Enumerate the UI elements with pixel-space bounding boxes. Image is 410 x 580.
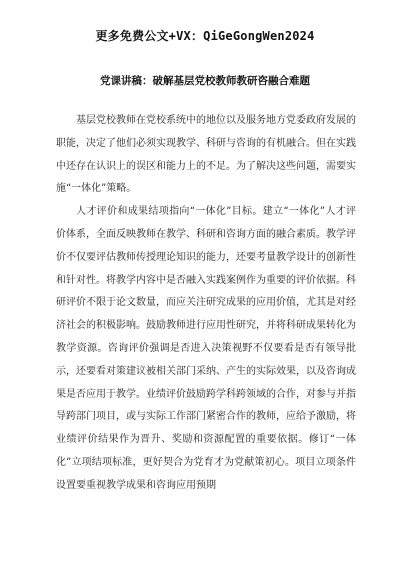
document-title: 党课讲稿：破解基层党校教师教研咨融合难题 [100, 75, 310, 87]
document-body [56, 110, 356, 498]
paragraph-intro: 基层党校教师在党校系统中的地位以及服务地方党委政府发展的职能，决定了他们必须实现教学、科研与咨询的有机融合。但在实践中还存在认识上的误区和能力上的不足。为了解决这些问题，需要实施“一体化”策略。 [56, 115, 356, 195]
watermark-header: 更多免费公文+VX：QiGeGongWen2024 [95, 29, 315, 43]
paragraph-evaluation: 人才评价和成果结项指向“一体化”目标。建立“一体化”人才评价体系，全面反映教师在教学、科研和咨询方面的融合素质。教学评价不仅要评估教师传授理论知识的能力，还要考量教学设计的创新性和针对性。将教学内容中是否融入实践案例作为重要的评价依据。科研评价不限于论文数量，而应关注研究成果的应用价值，尤其是对经济社会的积极影响。鼓励教师进行应用性研究，并将科研成果转化为教学资源。咨询评价强调是否进入决策视野不仅要看是否有领导批示，还要看对策建议被相关部门采纳、产生的实际效果，以及咨询成果是否应用于教学。业绩评价鼓励跨学科跨领域的合作，对参与并指导跨部门项目，或与实际工作部门紧密合作的教师，应给予激励，将业绩评价结果作为晋升、奖励和资源配置的重要依据。修订“一体化”立项结项标准，更好契合为党育才为党献策初心。项目立项条件设置要重视教学成果和咨询应用预期 [56, 206, 356, 491]
